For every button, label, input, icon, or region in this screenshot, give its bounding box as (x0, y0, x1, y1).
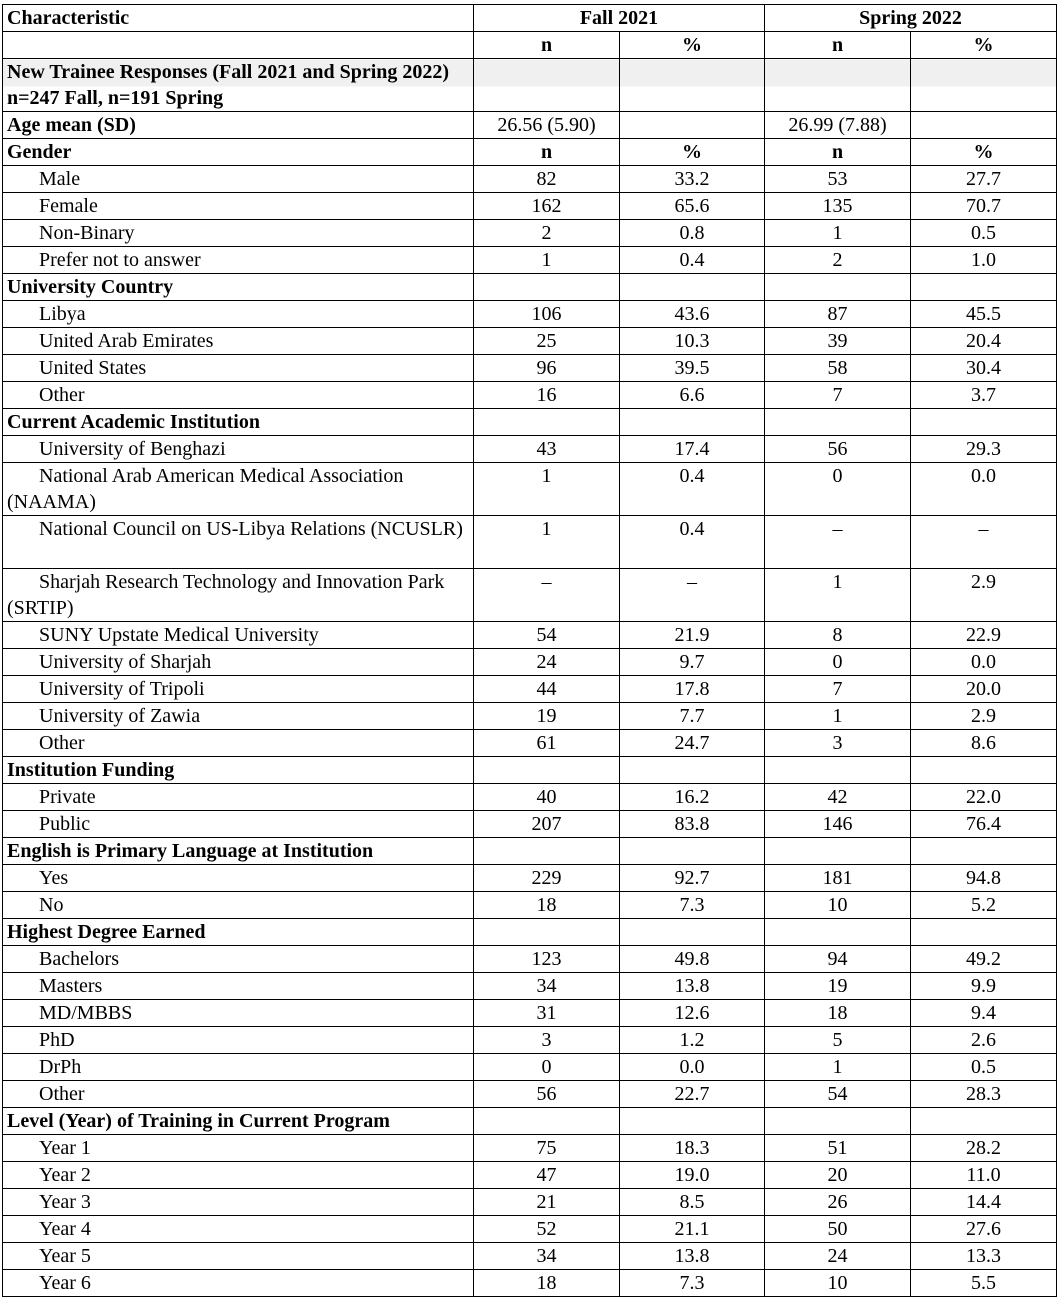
spring-n-cell: – (765, 516, 911, 569)
spring-pct-cell: 5.2 (911, 892, 1057, 919)
fall-pct-cell: 1.2 (620, 1027, 765, 1054)
table-row (3, 1270, 1057, 1297)
header-fall-2021: Fall 2021 (474, 5, 765, 32)
table-row (3, 1216, 1057, 1243)
spring-pct-cell (911, 274, 1057, 301)
spring-pct-cell: 27.7 (911, 166, 1057, 193)
table-row (3, 676, 1057, 703)
fall-n-cell: 25 (474, 328, 620, 355)
fall-pct-cell: 21.9 (620, 622, 765, 649)
fall-pct-cell: 0.4 (620, 463, 765, 516)
fall-n-cell (474, 838, 620, 865)
spring-pct-cell: 9.4 (911, 1000, 1057, 1027)
fall-pct-cell: 18.3 (620, 1135, 765, 1162)
fall-pct-cell: 16.2 (620, 784, 765, 811)
fall-n-cell: n (474, 139, 620, 166)
spring-pct-cell (911, 919, 1057, 946)
spring-pct-cell: 1.0 (911, 247, 1057, 274)
spring-pct-cell: 28.3 (911, 1081, 1057, 1108)
row-label: DrPh (3, 1054, 474, 1081)
section-row (3, 139, 1057, 166)
fall-pct-cell (620, 757, 765, 784)
spring-pct-cell: 22.9 (911, 622, 1057, 649)
spring-n-cell (765, 838, 911, 865)
spring-pct-cell: 14.4 (911, 1189, 1057, 1216)
table-row (3, 193, 1057, 220)
fall-n-cell: 1 (474, 247, 620, 274)
section-row (3, 919, 1057, 946)
table-row (3, 865, 1057, 892)
spring-n-cell: 1 (765, 569, 911, 622)
spring-n-cell: 39 (765, 328, 911, 355)
table-row (3, 946, 1057, 973)
row-label: Year 6 (3, 1270, 474, 1297)
spring-pct-cell: 13.3 (911, 1243, 1057, 1270)
row-label: University of Sharjah (3, 649, 474, 676)
spring-n-cell: 181 (765, 865, 911, 892)
spring-pct-cell: 3.7 (911, 382, 1057, 409)
spring-pct-cell: 0.5 (911, 220, 1057, 247)
header-row (3, 5, 1057, 32)
table-body (3, 59, 1057, 1297)
section-label: English is Primary Language at Institution (3, 838, 474, 865)
row-label: University of Tripoli (3, 676, 474, 703)
spring-n-cell: 1 (765, 703, 911, 730)
fall-pct-cell: 7.7 (620, 703, 765, 730)
row-label: Private (3, 784, 474, 811)
fall-pct-cell: 65.6 (620, 193, 765, 220)
row-label: University of Zawia (3, 703, 474, 730)
spring-n-cell: 2 (765, 247, 911, 274)
fall-n-cell: 207 (474, 811, 620, 838)
header-spring-2022: Spring 2022 (765, 5, 1057, 32)
spring-n-cell: 10 (765, 892, 911, 919)
spring-n-cell: 7 (765, 676, 911, 703)
fall-pct-cell (620, 274, 765, 301)
spring-n-cell (765, 59, 911, 112)
table-row (3, 1162, 1057, 1189)
fall-pct-cell: 21.1 (620, 1216, 765, 1243)
fall-n-cell: 44 (474, 676, 620, 703)
subheader-spring-n: n (765, 32, 911, 59)
table-row (3, 730, 1057, 757)
fall-n-cell: 82 (474, 166, 620, 193)
spring-n-cell: 54 (765, 1081, 911, 1108)
spring-n-cell: 24 (765, 1243, 911, 1270)
spring-n-cell: 94 (765, 946, 911, 973)
section-label: Age mean (SD) (3, 112, 474, 139)
fall-pct-cell: 43.6 (620, 301, 765, 328)
fall-pct-cell: 92.7 (620, 865, 765, 892)
spring-n-cell: 26.99 (7.88) (765, 112, 911, 139)
fall-n-cell: 1 (474, 463, 620, 516)
subheader-spring-pct: % (911, 32, 1057, 59)
fall-pct-cell (620, 59, 765, 112)
fall-n-cell: 1 (474, 516, 620, 569)
subheader-empty (3, 32, 474, 59)
fall-n-cell: 21 (474, 1189, 620, 1216)
table-row (3, 166, 1057, 193)
spring-pct-cell: 8.6 (911, 730, 1057, 757)
row-label: SUNY Upstate Medical University (3, 622, 474, 649)
fall-n-cell: 31 (474, 1000, 620, 1027)
spring-pct-cell (911, 838, 1057, 865)
fall-n-cell (474, 274, 620, 301)
fall-n-cell: 54 (474, 622, 620, 649)
fall-n-cell: 34 (474, 973, 620, 1000)
row-label: Year 3 (3, 1189, 474, 1216)
fall-pct-cell: 33.2 (620, 166, 765, 193)
spring-pct-cell: 20.0 (911, 676, 1057, 703)
fall-pct-cell (620, 838, 765, 865)
spring-pct-cell: 2.6 (911, 1027, 1057, 1054)
table-row (3, 220, 1057, 247)
subheader-row (3, 32, 1057, 59)
fall-pct-cell: 39.5 (620, 355, 765, 382)
spring-n-cell: 56 (765, 436, 911, 463)
spring-n-cell: 0 (765, 649, 911, 676)
spring-n-cell (765, 757, 911, 784)
table-row (3, 1054, 1057, 1081)
row-label: United States (3, 355, 474, 382)
spring-pct-cell: 2.9 (911, 703, 1057, 730)
fall-n-cell: 106 (474, 301, 620, 328)
row-label: Other (3, 1081, 474, 1108)
spring-n-cell: 146 (765, 811, 911, 838)
spring-n-cell: 51 (765, 1135, 911, 1162)
header-characteristic: Characteristic (3, 5, 474, 32)
fall-pct-cell (620, 409, 765, 436)
row-label: Year 2 (3, 1162, 474, 1189)
fall-n-cell: 52 (474, 1216, 620, 1243)
spring-pct-cell: 0.0 (911, 463, 1057, 516)
spring-pct-cell: 20.4 (911, 328, 1057, 355)
fall-n-cell: 26.56 (5.90) (474, 112, 620, 139)
row-label: PhD (3, 1027, 474, 1054)
fall-n-cell (474, 1108, 620, 1135)
spring-pct-cell: 30.4 (911, 355, 1057, 382)
fall-pct-cell: 17.4 (620, 436, 765, 463)
spring-pct-cell: 9.9 (911, 973, 1057, 1000)
row-label: Masters (3, 973, 474, 1000)
fall-n-cell: 75 (474, 1135, 620, 1162)
section-row (3, 59, 1057, 112)
section-row (3, 1108, 1057, 1135)
fall-pct-cell: 0.0 (620, 1054, 765, 1081)
spring-pct-cell: 94.8 (911, 865, 1057, 892)
fall-n-cell: 19 (474, 703, 620, 730)
spring-n-cell: 3 (765, 730, 911, 757)
fall-pct-cell: 22.7 (620, 1081, 765, 1108)
table-row (3, 811, 1057, 838)
table-row (3, 1189, 1057, 1216)
row-label: Year 5 (3, 1243, 474, 1270)
section-label: Current Academic Institution (3, 409, 474, 436)
table-row (3, 1027, 1057, 1054)
spring-pct-cell (911, 1108, 1057, 1135)
section-label: Gender (3, 139, 474, 166)
fall-pct-cell (620, 919, 765, 946)
spring-n-cell: 58 (765, 355, 911, 382)
spring-n-cell: 1 (765, 1054, 911, 1081)
row-label: Other (3, 382, 474, 409)
table-row (3, 247, 1057, 274)
fall-n-cell (474, 59, 620, 112)
subheader-fall-n: n (474, 32, 620, 59)
table-row (3, 973, 1057, 1000)
fall-n-cell: 43 (474, 436, 620, 463)
spring-pct-cell: – (911, 516, 1057, 569)
spring-pct-cell: 11.0 (911, 1162, 1057, 1189)
spring-n-cell: 8 (765, 622, 911, 649)
fall-n-cell: 18 (474, 892, 620, 919)
spring-n-cell (765, 274, 911, 301)
spring-pct-cell (911, 757, 1057, 784)
fall-n-cell: 56 (474, 1081, 620, 1108)
fall-pct-cell: 9.7 (620, 649, 765, 676)
spring-pct-cell: 28.2 (911, 1135, 1057, 1162)
spring-n-cell: 87 (765, 301, 911, 328)
row-label: University of Benghazi (3, 436, 474, 463)
spring-pct-cell: 5.5 (911, 1270, 1057, 1297)
row-label: Other (3, 730, 474, 757)
fall-n-cell: 3 (474, 1027, 620, 1054)
row-label: National Council on US-Libya Relations (NCUSLR) (3, 516, 474, 569)
spring-n-cell: 18 (765, 1000, 911, 1027)
fall-pct-cell: 24.7 (620, 730, 765, 757)
fall-pct-cell: 0.8 (620, 220, 765, 247)
spring-pct-cell: 45.5 (911, 301, 1057, 328)
fall-pct-cell: 49.8 (620, 946, 765, 973)
table-row (3, 1243, 1057, 1270)
spring-n-cell: 19 (765, 973, 911, 1000)
spring-pct-cell: 49.2 (911, 946, 1057, 973)
spring-pct-cell: 70.7 (911, 193, 1057, 220)
row-label: MD/MBBS (3, 1000, 474, 1027)
spring-pct-cell: 76.4 (911, 811, 1057, 838)
spring-pct-cell: 22.0 (911, 784, 1057, 811)
fall-n-cell: 162 (474, 193, 620, 220)
table-row (3, 784, 1057, 811)
section-row (3, 838, 1057, 865)
row-label: Bachelors (3, 946, 474, 973)
section-row (3, 409, 1057, 436)
spring-n-cell: 1 (765, 220, 911, 247)
fall-n-cell: 0 (474, 1054, 620, 1081)
table-row (3, 1135, 1057, 1162)
spring-n-cell: 5 (765, 1027, 911, 1054)
spring-pct-cell: 27.6 (911, 1216, 1057, 1243)
fall-n-cell: 34 (474, 1243, 620, 1270)
spring-n-cell (765, 1108, 911, 1135)
fall-n-cell: 229 (474, 865, 620, 892)
spring-pct-cell (911, 112, 1057, 139)
fall-pct-cell: 13.8 (620, 973, 765, 1000)
fall-pct-cell: 7.3 (620, 892, 765, 919)
table-row (3, 649, 1057, 676)
spring-n-cell (765, 409, 911, 436)
section-row (3, 757, 1057, 784)
table-row (3, 382, 1057, 409)
table-row (3, 463, 1057, 516)
fall-n-cell: 16 (474, 382, 620, 409)
row-label: No (3, 892, 474, 919)
fall-n-cell: 47 (474, 1162, 620, 1189)
table-row (3, 301, 1057, 328)
table-row (3, 1081, 1057, 1108)
table-row (3, 703, 1057, 730)
fall-pct-cell: % (620, 139, 765, 166)
fall-n-cell: 18 (474, 1270, 620, 1297)
spring-pct-cell: 0.0 (911, 649, 1057, 676)
spring-pct-cell: 0.5 (911, 1054, 1057, 1081)
row-label: Sharjah Research Technology and Innovation Park (SRTIP) (3, 569, 474, 622)
table-row (3, 892, 1057, 919)
table-row (3, 569, 1057, 622)
fall-n-cell: 123 (474, 946, 620, 973)
spring-pct-cell: 2.9 (911, 569, 1057, 622)
section-label: Institution Funding (3, 757, 474, 784)
spring-n-cell: 20 (765, 1162, 911, 1189)
row-label: Yes (3, 865, 474, 892)
subheader-fall-pct: % (620, 32, 765, 59)
fall-n-cell: 40 (474, 784, 620, 811)
fall-n-cell (474, 919, 620, 946)
fall-n-cell (474, 409, 620, 436)
fall-pct-cell: 0.4 (620, 247, 765, 274)
fall-pct-cell: 13.8 (620, 1243, 765, 1270)
section-label: University Country (3, 274, 474, 301)
section-label: Highest Degree Earned (3, 919, 474, 946)
fall-pct-cell: 0.4 (620, 516, 765, 569)
spring-pct-cell (911, 409, 1057, 436)
section-label: New Trainee Responses (Fall 2021 and Spring 2022) n=247 Fall, n=191 Spring (3, 59, 474, 112)
table-row (3, 622, 1057, 649)
fall-pct-cell: 10.3 (620, 328, 765, 355)
fall-pct-cell: 17.8 (620, 676, 765, 703)
row-label: Male (3, 166, 474, 193)
table-row (3, 516, 1057, 569)
characteristics-table (2, 4, 1057, 1297)
fall-pct-cell: 8.5 (620, 1189, 765, 1216)
spring-n-cell: 135 (765, 193, 911, 220)
spring-pct-cell (911, 59, 1057, 112)
row-label: Female (3, 193, 474, 220)
table-row (3, 1000, 1057, 1027)
fall-pct-cell: 7.3 (620, 1270, 765, 1297)
fall-pct-cell (620, 112, 765, 139)
spring-pct-cell: 29.3 (911, 436, 1057, 463)
section-label: Level (Year) of Training in Current Program (3, 1108, 474, 1135)
row-label: Public (3, 811, 474, 838)
fall-n-cell: 96 (474, 355, 620, 382)
fall-pct-cell: 6.6 (620, 382, 765, 409)
spring-n-cell: 26 (765, 1189, 911, 1216)
table-row (3, 328, 1057, 355)
spring-n-cell: 7 (765, 382, 911, 409)
row-label: Prefer not to answer (3, 247, 474, 274)
row-label: National Arab American Medical Association (NAAMA) (3, 463, 474, 516)
table-row (3, 355, 1057, 382)
fall-pct-cell: 19.0 (620, 1162, 765, 1189)
row-label: Non-Binary (3, 220, 474, 247)
fall-n-cell: 61 (474, 730, 620, 757)
spring-n-cell: 53 (765, 166, 911, 193)
spring-n-cell: n (765, 139, 911, 166)
row-label: Year 1 (3, 1135, 474, 1162)
fall-pct-cell: – (620, 569, 765, 622)
spring-pct-cell: % (911, 139, 1057, 166)
fall-pct-cell: 83.8 (620, 811, 765, 838)
section-row (3, 274, 1057, 301)
row-label: United Arab Emirates (3, 328, 474, 355)
row-label: Libya (3, 301, 474, 328)
table-row (3, 436, 1057, 463)
fall-n-cell: 24 (474, 649, 620, 676)
spring-n-cell: 50 (765, 1216, 911, 1243)
fall-pct-cell (620, 1108, 765, 1135)
fall-n-cell: 2 (474, 220, 620, 247)
row-label: Year 4 (3, 1216, 474, 1243)
fall-pct-cell: 12.6 (620, 1000, 765, 1027)
spring-n-cell: 0 (765, 463, 911, 516)
spring-n-cell: 42 (765, 784, 911, 811)
spring-n-cell: 10 (765, 1270, 911, 1297)
section-row (3, 112, 1057, 139)
fall-n-cell (474, 757, 620, 784)
spring-n-cell (765, 919, 911, 946)
fall-n-cell: – (474, 569, 620, 622)
